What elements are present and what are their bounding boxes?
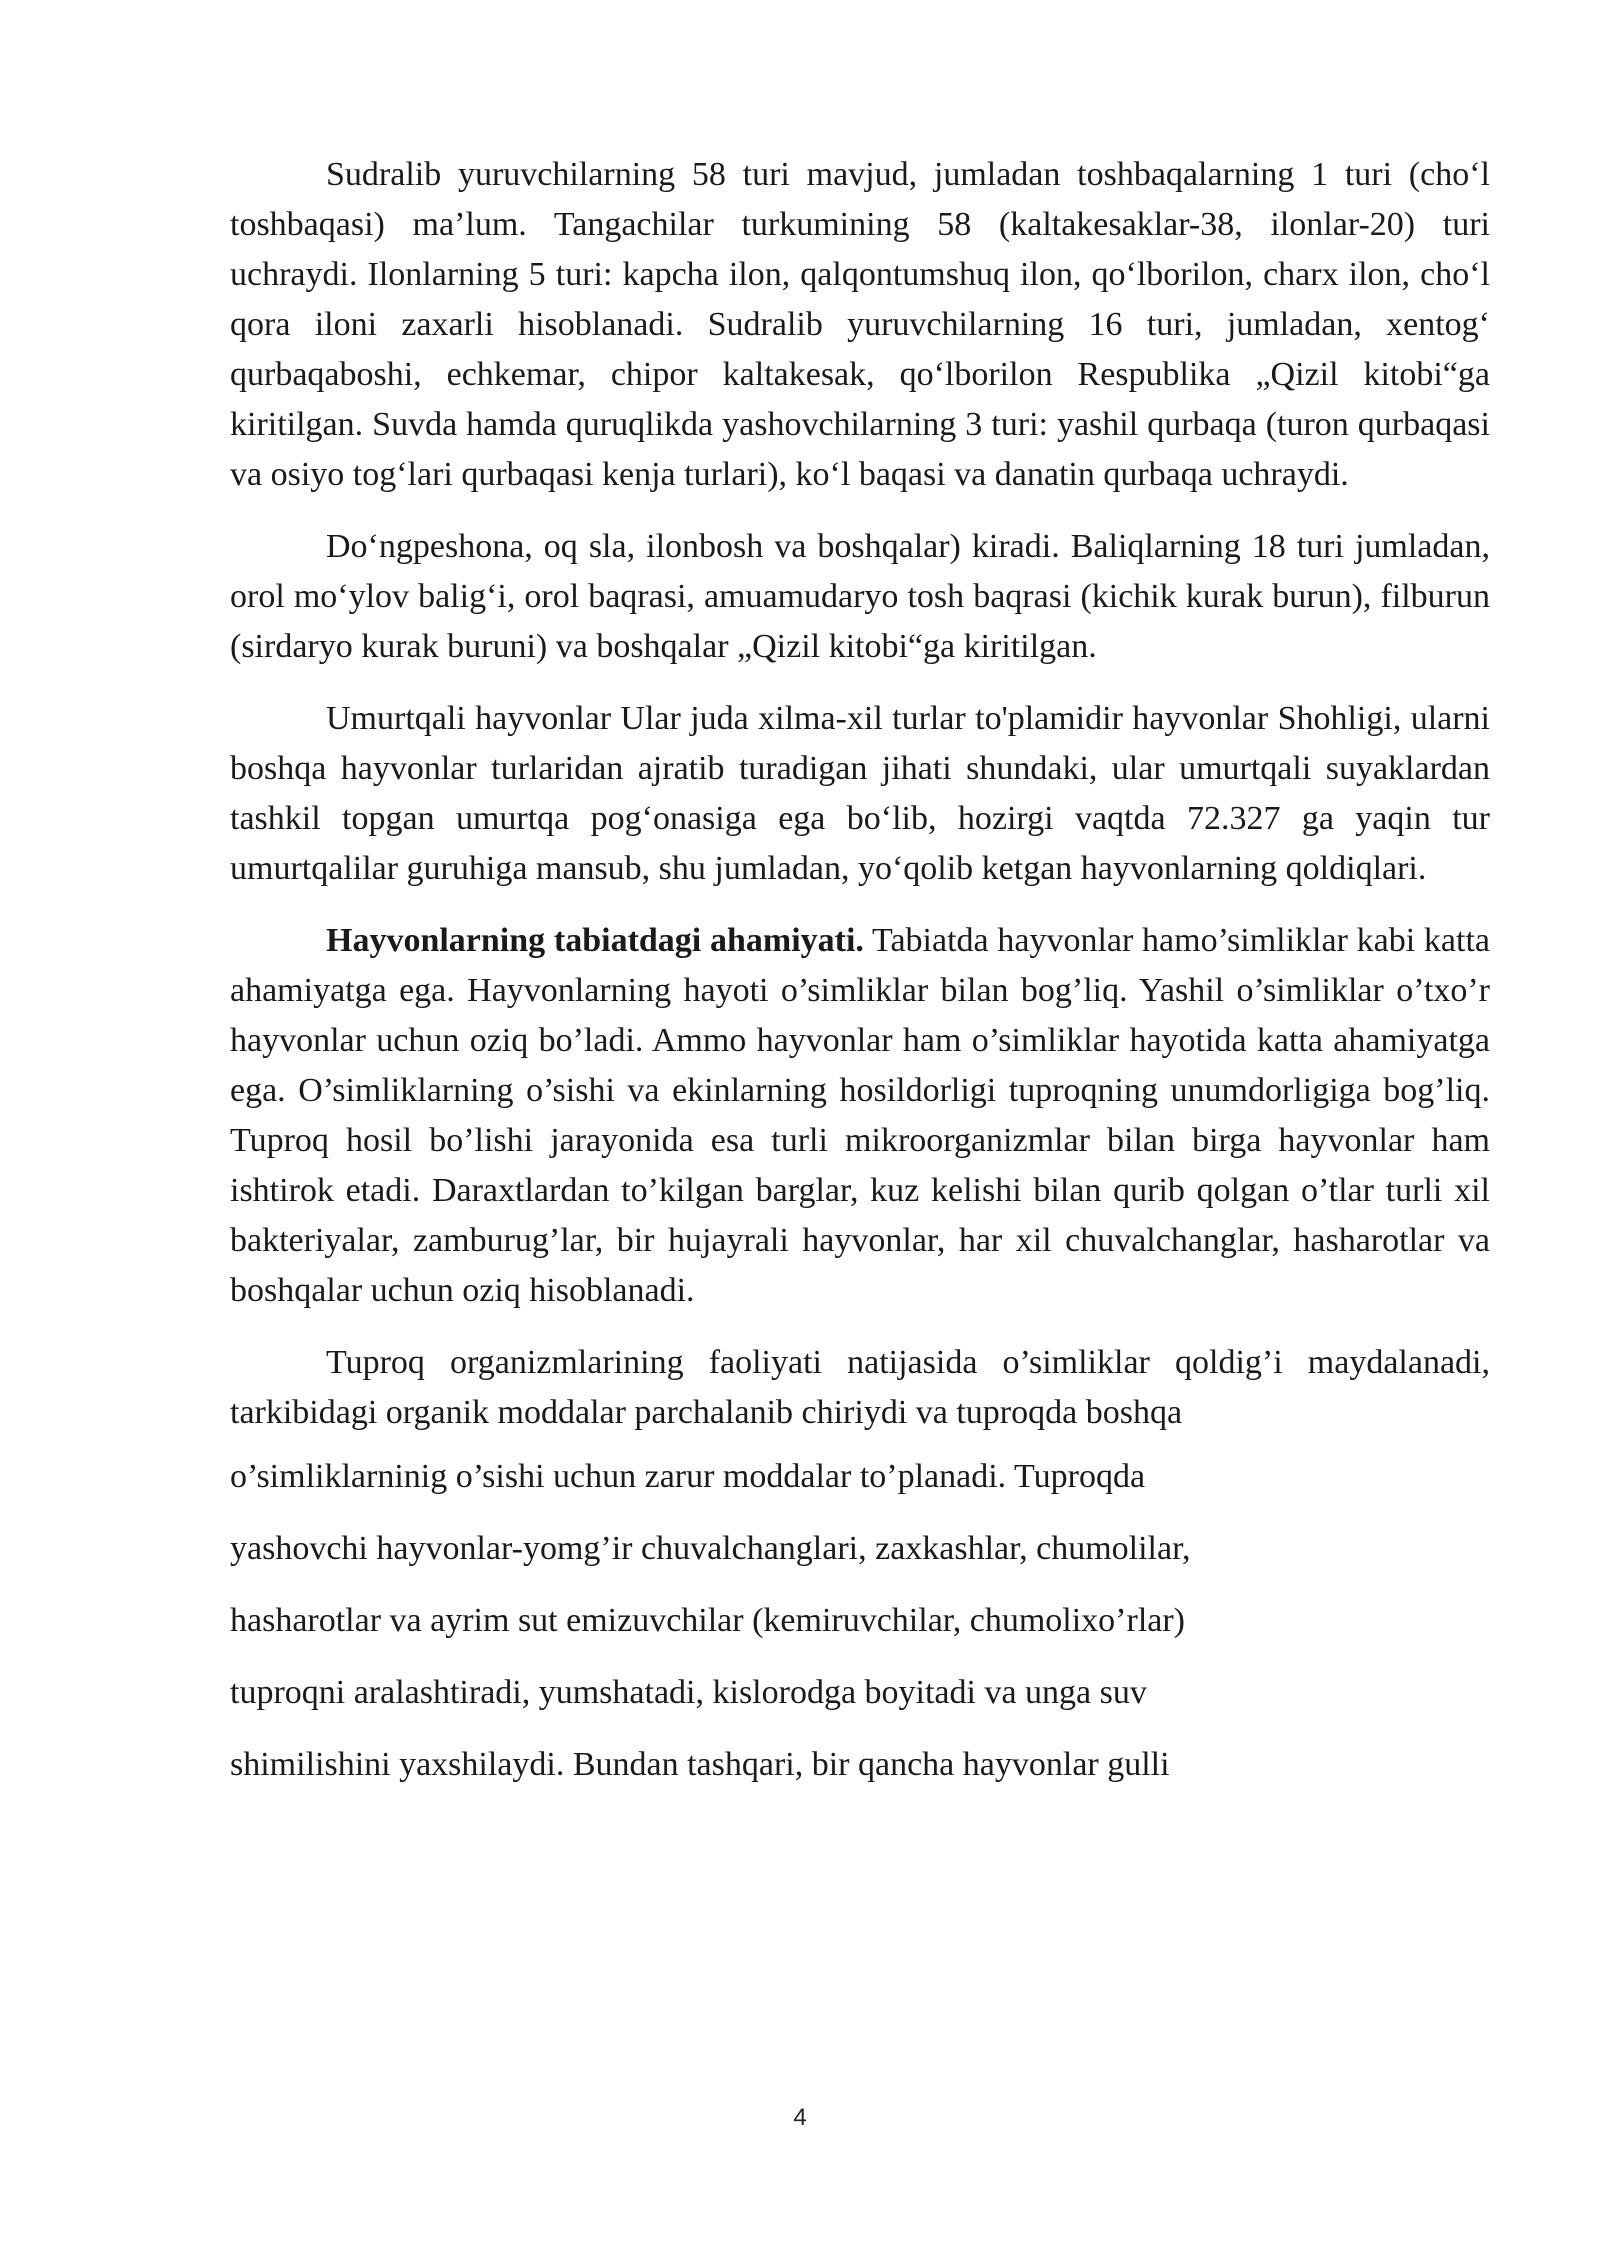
text-line: shimilishini yaxshilaydi. Bundan tashqari, bir qancha hayvonlar gulli xyxy=(230,1746,1170,1783)
paragraph-soil-organisms: Tuproq organizmlarining faoliyati natijasida o’simliklar qoldig’i maydalanadi, tarkibidagi organik moddalar parchalanib chiriydi va tuproqda boshqa xyxy=(230,1344,1490,1431)
paragraph-importance xyxy=(230,916,1490,1316)
text-line: tuproqni aralashtiradi, yumshatadi, kislorodga boyitadi va unga suv xyxy=(230,1674,1147,1711)
paragraph-fish: Do‘ngpeshona, oq sla, ilonbosh va boshqalar) kiradi. Baliqlarning 18 turi jumladan, orol mo‘ylov balig‘i, orol baqrasi, amuamudaryo tosh baqrasi (kichik kurak burun), filburun (sirdaryo kurak buruni) va boshqalar „Qizil kitobi“ga kiritilgan. xyxy=(230,528,1490,665)
section-body: Tabiatda hayvonlar hamo’simliklar kabi katta ahamiyatga ega. Hayvonlarning hayoti o’simliklar bilan bog’liq. Yashil o’simliklar o’txo’r hayvonlar uchun oziq bo’ladi. Ammo hayvonlar ham o’simliklar hayotida katta ahamiyatga ega. O’simliklarning o’sishi va ekinlarning hosildorligi tuproqning unumdorligiga bog’liq. Tuproq hosil bo’lishi jarayonida esa turli mikroorganizmlar bilan birga hayvonlar ham ishtirok etadi. Daraxtlardan to’kilgan barglar, kuz kelishi bilan qurib qolgan o’tlar turli xil bakteriyalar, zamburug’lar, bir hujayrali hayvonlar, har xil chuvalchanglar, hasharotlar va boshqalar uchun oziq hisoblanadi. xyxy=(230,922,1490,1309)
paragraph-reptiles: Sudralib yuruvchilarning 58 turi mavjud, jumladan toshbaqalarning 1 turi (cho‘l toshbaqasi) ma’lum. Tangachilar turkumining 58 (kaltakesaklar-38, ilonlar-20) turi uchraydi. Ilonlarning 5 turi: kapcha ilon, qalqontumshuq ilon, qo‘lborilon, charx ilon, cho‘l qora iloni zaxarli hisoblanadi. Sudralib yuruvchilarning 16 turi, jumladan, xentog‘ qurbaqaboshi, echkemar, chipor kaltakesak, qo‘lborilon Respublika „Qizil kitobi“ga kiritilgan. Suvda hamda quruqlikda yashovchilarning 3 turi: yashil qurbaqa (turon qurbaqasi va osiyo tog‘lari qurbaqasi kenja turlari), ko‘l baqasi va danatin qurbaqa uchraydi. xyxy=(230,156,1490,493)
document-page xyxy=(230,150,1490,1812)
text-line: hasharotlar va ayrim sut emizuvchilar (kemiruvchilar, chumolixo’rlar) xyxy=(230,1602,1186,1639)
paragraph-vertebrates: Umurtqali hayvonlar Ular juda xilma-xil turlar to'plamidir hayvonlar Shohligi, ularni boshqa hayvonlar turlaridan ajratib turadigan jihati shundaki, ular umurtqali suyaklardan tashkil topgan umurtqa pog‘onasiga ega bo‘lib, hozirgi vaqtda 72.327 ga yaqin tur umurtqalilar guruhiga mansub, shu jumladan, yo‘qolib ketgan hayvonlarning qoldiqlari. xyxy=(230,700,1490,887)
text-line: yashovchi hayvonlar-yomg’ir chuvalchanglari, zaxkashlar, chumolilar, xyxy=(230,1530,1191,1567)
text-line: o’simliklarninig o’sishi uchun zarur moddalar to’planadi. Tuproqda xyxy=(230,1458,1146,1495)
section-heading: Hayvonlarning tabiatdagi ahamiyati. xyxy=(326,922,864,959)
page-number: 4 xyxy=(793,2104,807,2131)
